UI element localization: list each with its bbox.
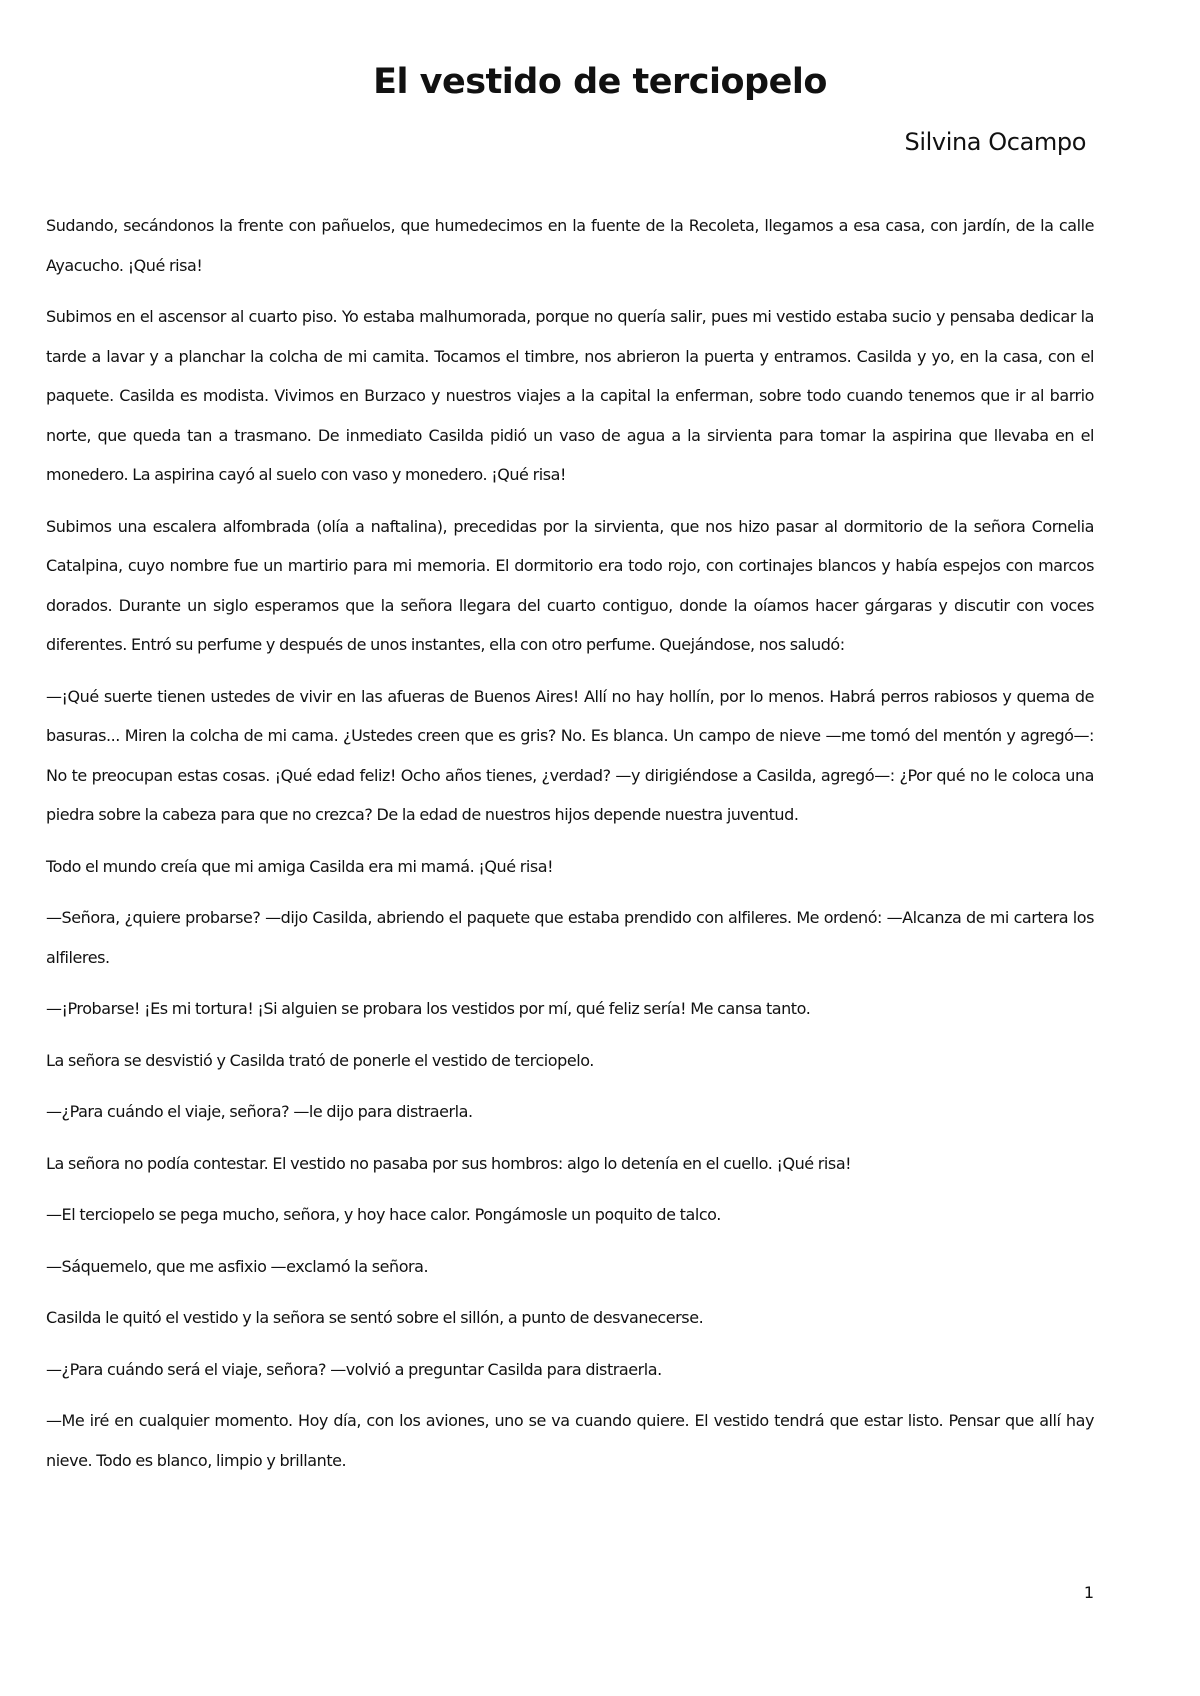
paragraph-1: Sudando, secándonos la frente con pañuelos, que humedecimos en la fuente de la Recoleta, llegamos a esa casa, con jardín, de la calle Ayacucho. ¡Qué risa!	[46, 216, 1094, 275]
paragraph-8: La señora se desvistió y Casilda trató de ponerle el vestido de terciopelo.	[46, 1050, 594, 1070]
page-number: 1	[1083, 1583, 1094, 1602]
paragraph-5: Todo el mundo creía que mi amiga Casilda era mi mamá. ¡Qué risa!	[46, 856, 554, 876]
paragraph-4: —¡Qué suerte tienen ustedes de vivir en las afueras de Buenos Aires! Allí no hay hollín, por lo menos. Habrá perros rabiosos y quema de basuras... Miren la colcha de mi cama. ¿Ustedes creen que es gris? No. Es blanca. Un campo de nieve —me tomó del mentón y agregó—: No te preocupan estas cosas. ¡Qué edad feliz! Ocho años tienes, ¿verdad? —y dirigiéndose a Casilda, agregó—: ¿Por qué no le coloca una piedra sobre la cabeza para que no crezca? De la edad de nuestros hijos depende nuestra juventud.	[46, 686, 1094, 824]
document-author: Silvina Ocampo	[904, 128, 1086, 156]
paragraph-11: —El terciopelo se pega mucho, señora, y hoy hace calor. Pongámosle un poquito de talco.	[46, 1205, 721, 1224]
paragraph-7: —¡Probarse! ¡Es mi tortura! ¡Si alguien se probara los vestidos por mí, qué feliz sería! Me cansa tanto.	[46, 999, 811, 1018]
paragraph-15: —Me iré en cualquier momento. Hoy día, con los aviones, uno se va cuando quiere. El vestido tendrá que estar listo. Pensar que allí hay nieve. Todo es blanco, limpio y brillante.	[46, 1411, 1094, 1470]
paragraph-3: Subimos una escalera alfombrada (olía a naftalina), precedidas por la sirvienta, que nos hizo pasar al dormitorio de la señora Cornelia Catalpina, cuyo nombre fue un martirio para mi memoria. El dormitorio era todo rojo, con cortinajes blancos y había espejos con marcos dorados. Durante un siglo esperamos que la señora llegara del cuarto contiguo, donde la oíamos hacer gárgaras y discutir con voces diferentes. Entró su perfume y después de unos instantes, ella con otro perfume. Quejándose, nos saludó:	[46, 516, 1094, 654]
paragraph-12: —Sáquemelo, que me asfixio —exclamó la señora.	[46, 1256, 429, 1276]
paragraph-6: —Señora, ¿quiere probarse? —dijo Casilda, abriendo el paquete que estaba prendido con alfileres. Me ordenó: —Alcanza de mi cartera los alfileres.	[46, 908, 1094, 967]
paragraph-14: —¿Para cuándo será el viaje, señora? —volvió a preguntar Casilda para distraerla.	[46, 1359, 662, 1379]
story-body	[46, 206, 1094, 1480]
paragraph-10: La señora no podía contestar. El vestido no pasaba por sus hombros: algo lo detenía en el cuello. ¡Qué risa!	[46, 1153, 852, 1173]
paragraph-13: Casilda le quitó el vestido y la señora se sentó sobre el sillón, a punto de desvanecerse.	[46, 1308, 704, 1327]
document-title: El vestido de terciopelo	[373, 62, 827, 102]
paragraph-2: Subimos en el ascensor al cuarto piso. Yo estaba malhumorada, porque no quería salir, pues mi vestido estaba sucio y pensaba dedicar la tarde a lavar y a planchar la colcha de mi camita. Tocamos el timbre, nos abrieron la puerta y entramos. Casilda y yo, en la casa, con el paquete. Casilda es modista. Vivimos en Burzaco y nuestros viajes a la capital la enferman, sobre todo cuando tenemos que ir al barrio norte, que queda tan a trasmano. De inmediato Casilda pidió un vaso de agua a la sirvienta para tomar la aspirina que llevaba en el monedero. La aspirina cayó al suelo con vaso y monedero. ¡Qué risa!	[46, 307, 1094, 484]
paragraph-9: —¿Para cuándo el viaje, señora? —le dijo para distraerla.	[46, 1102, 473, 1121]
